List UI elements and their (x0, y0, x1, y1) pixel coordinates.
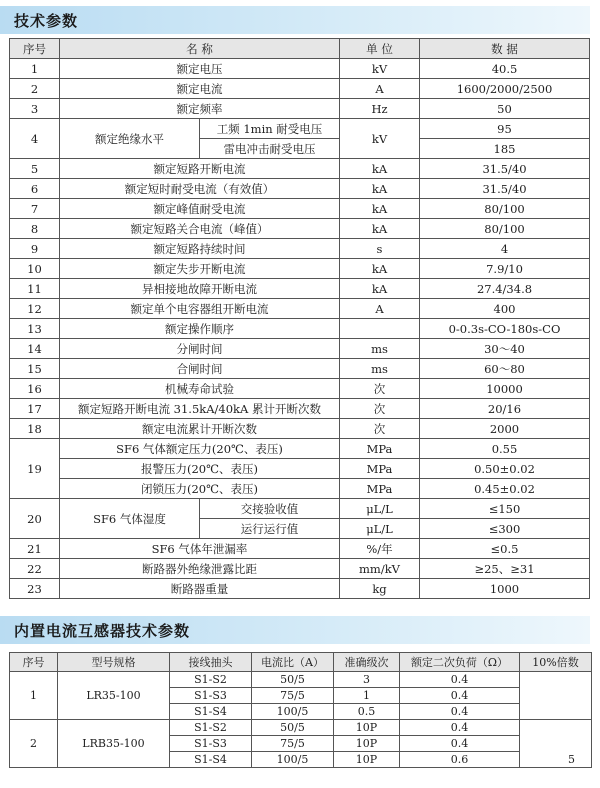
row-tap: S1-S4 (170, 704, 252, 720)
row-burden: 0.6 (400, 752, 520, 768)
header-ratio: 电流比（A） (252, 653, 334, 672)
header-burden: 额定二次负荷（Ω） (400, 653, 520, 672)
table-row (10, 559, 590, 579)
row-model: LRB35-100 (58, 720, 170, 768)
row-no: 17 (10, 399, 60, 419)
table-row (10, 379, 590, 399)
table-row (10, 239, 590, 259)
row-accuracy: 1 (334, 688, 400, 704)
row-no: 18 (10, 419, 60, 439)
row-name: 断路器外绝缘泄露比距 (60, 559, 340, 579)
row-name: 额定绝缘水平 (60, 119, 200, 159)
row-value: ≤150 (420, 499, 590, 519)
row-value: 1000 (420, 579, 590, 599)
row-value: 30～40 (420, 339, 590, 359)
row-subname: 运行运行值 (200, 519, 340, 539)
row-unit: kV (340, 119, 420, 159)
row-accuracy: 10P (334, 752, 400, 768)
row-no: 14 (10, 339, 60, 359)
row-unit: MPa (340, 479, 420, 499)
table-header-row (10, 653, 592, 672)
row-no: 5 (10, 159, 60, 179)
table-row (10, 259, 590, 279)
row-burden: 0.4 (400, 736, 520, 752)
row-name: 额定电流 (60, 79, 340, 99)
row-burden: 0.4 (400, 672, 520, 688)
row-value: 60～80 (420, 359, 590, 379)
row-value: 95 (420, 119, 590, 139)
row-value: 50 (420, 99, 590, 119)
section-title: 技术参数 (14, 12, 79, 30)
row-no: 1 (10, 59, 60, 79)
row-unit: kg (340, 579, 420, 599)
table-row (10, 720, 592, 736)
row-subname: 雷电冲击耐受电压 (200, 139, 340, 159)
row-multiple (520, 672, 592, 720)
row-name: 合闸时间 (60, 359, 340, 379)
row-value: 20/16 (420, 399, 590, 419)
row-unit: μL/L (340, 519, 420, 539)
row-unit: 次 (340, 379, 420, 399)
row-value: 27.4/34.8 (420, 279, 590, 299)
row-unit: MPa (340, 439, 420, 459)
row-unit: ms (340, 359, 420, 379)
row-no: 13 (10, 319, 60, 339)
row-value: 7.9/10 (420, 259, 590, 279)
row-no: 2 (10, 720, 58, 768)
row-no: 20 (10, 499, 60, 539)
row-name: 异相接地故障开断电流 (60, 279, 340, 299)
table-row (10, 579, 590, 599)
row-accuracy: 3 (334, 672, 400, 688)
ct-params-table (9, 652, 592, 768)
table-row (10, 339, 590, 359)
row-unit: kA (340, 259, 420, 279)
row-ratio: 100/5 (252, 704, 334, 720)
row-no: 21 (10, 539, 60, 559)
row-unit: 次 (340, 399, 420, 419)
table-row (10, 179, 590, 199)
table-row (10, 359, 590, 379)
multiple-value: 5 (568, 753, 575, 766)
row-unit: kA (340, 179, 420, 199)
row-value: ≤0.5 (420, 539, 590, 559)
table-row (10, 299, 590, 319)
row-name: 额定操作顺序 (60, 319, 340, 339)
row-subname: 交接验收值 (200, 499, 340, 519)
row-unit: %/年 (340, 539, 420, 559)
row-unit: μL/L (340, 499, 420, 519)
row-value: 0.50±0.02 (420, 459, 590, 479)
row-ratio: 50/5 (252, 720, 334, 736)
row-name: 额定短路关合电流（峰值） (60, 219, 340, 239)
row-tap: S1-S3 (170, 688, 252, 704)
row-no: 3 (10, 99, 60, 119)
row-value: 31.5/40 (420, 159, 590, 179)
row-no: 19 (10, 439, 60, 499)
table-row (10, 479, 590, 499)
row-name: 机械寿命试验 (60, 379, 340, 399)
row-no: 6 (10, 179, 60, 199)
row-name: SF6 气体年泄漏率 (60, 539, 340, 559)
row-no: 4 (10, 119, 60, 159)
row-value: 80/100 (420, 219, 590, 239)
row-value: 1600/2000/2500 (420, 79, 590, 99)
tech-params-table (9, 38, 590, 599)
table-row (10, 459, 590, 479)
row-no: 7 (10, 199, 60, 219)
row-no: 8 (10, 219, 60, 239)
row-no: 2 (10, 79, 60, 99)
row-name: 分闸时间 (60, 339, 340, 359)
row-no: 9 (10, 239, 60, 259)
row-no: 16 (10, 379, 60, 399)
row-unit: MPa (340, 459, 420, 479)
header-value: 数 据 (420, 39, 590, 59)
row-name: 额定峰值耐受电流 (60, 199, 340, 219)
row-unit: Hz (340, 99, 420, 119)
header-accuracy: 准确级次 (334, 653, 400, 672)
table-row (10, 159, 590, 179)
header-no: 序号 (10, 39, 60, 59)
row-name: 额定电流累计开断次数 (60, 419, 340, 439)
row-value: 0-0.3s-CO-180s-CO (420, 319, 590, 339)
row-value: 4 (420, 239, 590, 259)
row-name: 额定失步开断电流 (60, 259, 340, 279)
row-name: SF6 气体额定压力(20℃、表压) (60, 439, 340, 459)
table-row (10, 539, 590, 559)
row-accuracy: 10P (334, 736, 400, 752)
header-tap: 接线抽头 (170, 653, 252, 672)
row-burden: 0.4 (400, 704, 520, 720)
table-row (10, 119, 590, 139)
row-name: 额定单个电容器组开断电流 (60, 299, 340, 319)
row-unit: kA (340, 279, 420, 299)
row-tap: S1-S4 (170, 752, 252, 768)
row-value: 80/100 (420, 199, 590, 219)
header-model: 型号规格 (58, 653, 170, 672)
row-unit: s (340, 239, 420, 259)
row-unit: kA (340, 219, 420, 239)
header-unit: 单 位 (340, 39, 420, 59)
row-no: 22 (10, 559, 60, 579)
row-unit: kA (340, 159, 420, 179)
row-name: 闭锁压力(20℃、表压) (60, 479, 340, 499)
row-accuracy: 10P (334, 720, 400, 736)
table-row (10, 319, 590, 339)
row-no: 15 (10, 359, 60, 379)
row-name: 额定短时耐受电流（有效值） (60, 179, 340, 199)
table-row (10, 219, 590, 239)
row-value: 0.45±0.02 (420, 479, 590, 499)
row-unit: 次 (340, 419, 420, 439)
row-name: 额定频率 (60, 99, 340, 119)
row-subname: 工频 1min 耐受电压 (200, 119, 340, 139)
row-unit: mm/kV (340, 559, 420, 579)
row-accuracy: 0.5 (334, 704, 400, 720)
table-header-row (10, 39, 590, 59)
row-value: 185 (420, 139, 590, 159)
row-ratio: 75/5 (252, 736, 334, 752)
row-value: 2000 (420, 419, 590, 439)
row-name: 断路器重量 (60, 579, 340, 599)
row-name: SF6 气体湿度 (60, 499, 200, 539)
row-tap: S1-S2 (170, 672, 252, 688)
row-value: 400 (420, 299, 590, 319)
row-unit: A (340, 79, 420, 99)
row-name: 额定短路开断电流 31.5kA/40kA 累计开断次数 (60, 399, 340, 419)
table-row (10, 279, 590, 299)
section-header-ct-params (0, 616, 590, 644)
row-multiple (520, 720, 592, 768)
row-no: 1 (10, 672, 58, 720)
section-title: 内置电流互感器技术参数 (14, 622, 191, 640)
row-no: 10 (10, 259, 60, 279)
row-value: ≤300 (420, 519, 590, 539)
row-unit: ms (340, 339, 420, 359)
header-no: 序号 (10, 653, 58, 672)
row-ratio: 75/5 (252, 688, 334, 704)
header-multiple: 10%倍数 (520, 653, 592, 672)
row-tap: S1-S3 (170, 736, 252, 752)
table-row (10, 499, 590, 519)
table-row (10, 59, 590, 79)
row-unit: kV (340, 59, 420, 79)
table-row (10, 199, 590, 219)
table-row (10, 419, 590, 439)
row-unit (340, 319, 420, 339)
row-ratio: 50/5 (252, 672, 334, 688)
row-name: 额定短路开断电流 (60, 159, 340, 179)
section-header-tech-params (0, 6, 590, 34)
row-unit: A (340, 299, 420, 319)
row-value: 0.55 (420, 439, 590, 459)
row-burden: 0.4 (400, 720, 520, 736)
row-model: LR35-100 (58, 672, 170, 720)
row-name: 额定电压 (60, 59, 340, 79)
row-unit: kA (340, 199, 420, 219)
row-name: 报警压力(20℃、表压) (60, 459, 340, 479)
row-name: 额定短路持续时间 (60, 239, 340, 259)
table-row (10, 79, 590, 99)
row-no: 23 (10, 579, 60, 599)
row-value: 10000 (420, 379, 590, 399)
row-value: ≥25、≥31 (420, 559, 590, 579)
row-no: 12 (10, 299, 60, 319)
row-value: 40.5 (420, 59, 590, 79)
row-no: 11 (10, 279, 60, 299)
table-row (10, 439, 590, 459)
table-row (10, 399, 590, 419)
row-value: 31.5/40 (420, 179, 590, 199)
row-burden: 0.4 (400, 688, 520, 704)
header-name: 名 称 (60, 39, 340, 59)
table-row (10, 672, 592, 688)
table-row (10, 99, 590, 119)
row-ratio: 100/5 (252, 752, 334, 768)
row-tap: S1-S2 (170, 720, 252, 736)
